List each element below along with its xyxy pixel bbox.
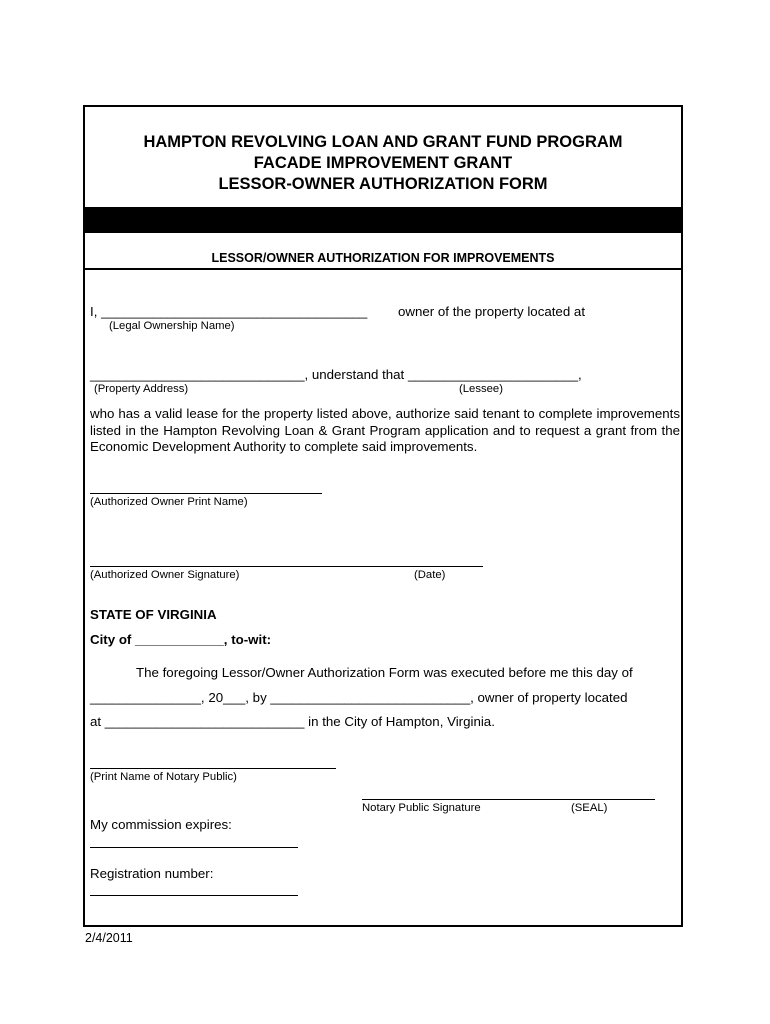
owner-line-suffix: owner of the property located at xyxy=(398,304,586,319)
authorization-paragraph: who has a valid lease for the property listed above, authorize said tenant to complete improvements listed in the Hampton Revolving Loan & Grant Program application and to request a grant from the Economic Development Authority to complete said improvements. xyxy=(90,406,680,454)
header-title-line-1: HAMPTON REVOLVING LOAN AND GRANT FUND PROGRAM xyxy=(143,133,623,151)
form-header xyxy=(85,107,681,209)
notary-statement-line-3[interactable]: at ___________________________ in the City of Hampton, Virginia. xyxy=(90,714,495,729)
notary-signature-field[interactable] xyxy=(362,799,655,800)
owner-signature-label: (Authorized Owner Signature) xyxy=(90,569,240,581)
owner-name-field-line[interactable]: I, ____________________________________ xyxy=(90,304,368,319)
owner-signature-field[interactable] xyxy=(90,566,483,567)
state-heading: STATE OF VIRGINIA xyxy=(90,607,217,622)
notary-signature-label: Notary Public Signature xyxy=(362,802,481,814)
seal-label: (SEAL) xyxy=(571,802,608,814)
registration-number-field[interactable] xyxy=(90,895,298,896)
legal-ownership-name-label: (Legal Ownership Name) xyxy=(109,320,235,332)
header-title-line-3: LESSOR-OWNER AUTHORIZATION FORM xyxy=(218,175,548,193)
lessee-label: (Lessee) xyxy=(459,383,503,395)
registration-number-label: Registration number: xyxy=(90,866,214,881)
notary-statement-line-1: The foregoing Lessor/Owner Authorization Form was executed before me this day of xyxy=(136,665,633,680)
owner-print-name-field[interactable] xyxy=(90,493,322,494)
notary-print-name-field[interactable] xyxy=(90,768,336,769)
owner-print-name-label: (Authorized Owner Print Name) xyxy=(90,496,248,508)
subtitle-box xyxy=(85,233,681,270)
black-divider-bar xyxy=(85,209,681,233)
property-address-label: (Property Address) xyxy=(94,383,189,395)
commission-expires-field[interactable] xyxy=(90,847,298,848)
notary-statement-line-2[interactable]: _______________, 20___, by ___________________________, owner of property located xyxy=(90,690,628,705)
header-title-line-2: FACADE IMPROVEMENT GRANT xyxy=(253,154,513,172)
notary-print-name-label: (Print Name of Notary Public) xyxy=(90,771,237,783)
section-subtitle: LESSOR/OWNER AUTHORIZATION FOR IMPROVEMENTS xyxy=(211,251,555,265)
city-field-line[interactable]: City of ____________, to-wit: xyxy=(90,632,272,647)
address-lessee-field-line[interactable]: _____________________________, understand that _______________________, xyxy=(90,367,582,382)
commission-expires-label: My commission expires: xyxy=(90,817,232,832)
date-label: (Date) xyxy=(414,569,446,581)
footer-date: 2/4/2011 xyxy=(85,931,133,945)
